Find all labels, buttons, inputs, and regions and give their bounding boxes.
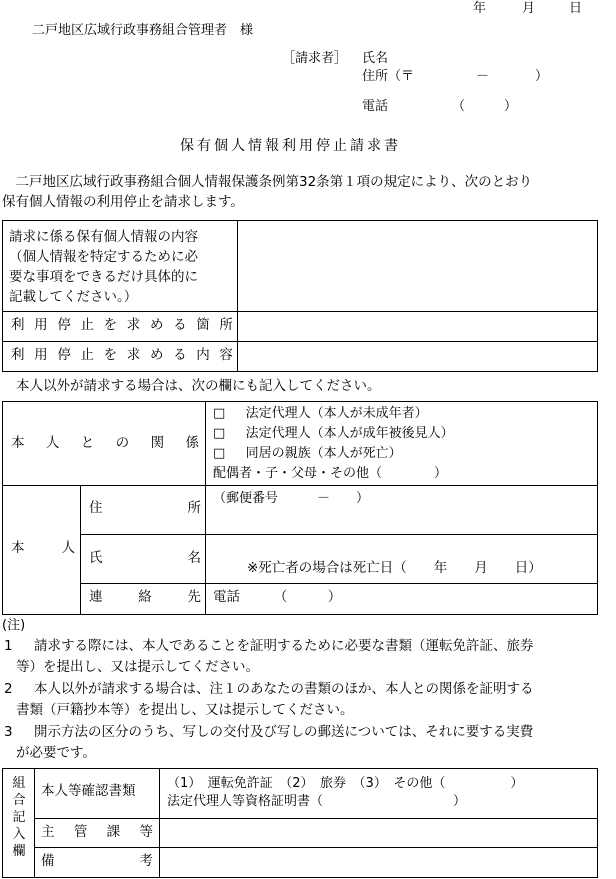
note-1-line-1: 請求する際には、本人であることを証明するために必要な書類（運転免許証、旅券 [34, 638, 534, 654]
note-3-line-1: 開示方法の区分のうち、写しの交付及び写しの郵送については、それに要する実費 [34, 724, 534, 740]
relation-option-minor[interactable]: □ 法定代理人（本人が未成年者） [213, 406, 428, 421]
relation-other[interactable]: 配偶者・子・父母・その他（ ） [213, 466, 448, 481]
intro-line-2: 保有個人情報の利用停止を請求します。 [2, 194, 244, 210]
id-docs-options[interactable] [167, 775, 595, 811]
note-number-2: 2 [4, 681, 13, 697]
requester-name-field[interactable] [392, 50, 592, 66]
person-contact-label: 連 絡 先 [89, 589, 201, 605]
proxy-note: 本人以外が請求する場合は、次の欄にも記入してください。 [16, 378, 381, 394]
person-name-field[interactable] [207, 536, 597, 582]
request-content-label: 請求に係る保有個人情報の内容 （個人情報を特定するために必 要な事項をできるだけ具体的に 記載してください。） [9, 229, 198, 305]
date-month: 月 [522, 1, 536, 16]
death-date-note: ※死亡者の場合は死亡日（ 年 月 日） [247, 560, 542, 576]
remarks-field[interactable] [161, 849, 597, 876]
note-number-1: 1 [4, 638, 13, 654]
stop-location-label: 利 用 停 止 を 求 め る 箇 所 [11, 317, 233, 333]
person-label: 本 人 [11, 540, 75, 556]
requester-label: ［請求者］ [282, 51, 348, 66]
checkbox-icon[interactable]: □ [213, 426, 226, 441]
id-docs-label: 本人等確認書類 [41, 783, 136, 799]
person-name-label: 氏 名 [89, 550, 201, 566]
id-docs-line-1[interactable]: （1） 運転免許証 （2） 旅券 （3） その他（ ） [167, 776, 524, 791]
checkbox-icon[interactable]: □ [213, 446, 226, 461]
intro-line-1: 二戸地区広域行政事務組合個人情報保護条例第32条第１項の規定により、次のとおり [2, 174, 533, 190]
note-2-line-2: 書類（戸籍抄本等）を提出し、又は提示してください。 [16, 702, 354, 718]
id-docs-line-2[interactable]: 法定代理人等資格証明書（ ） [167, 794, 467, 809]
relation-option-relative[interactable]: □ 同居の親族（本人が死亡） [213, 446, 402, 461]
addressee: 二戸地区広域行政事務組合管理者 様 [32, 23, 254, 38]
date-year: 年 [473, 1, 487, 16]
note-1-line-2: 等）を提出し、又は提示してください。 [16, 659, 259, 675]
office-use-side-label: 組 合 記 入 欄 [12, 776, 26, 859]
relation-option-guardian[interactable]: □ 法定代理人（本人が成年被後見人） [213, 426, 454, 441]
notes-heading: (注) [2, 618, 26, 633]
checkbox-icon[interactable]: □ [213, 406, 226, 421]
office-use-table [2, 768, 598, 878]
relation-label: 本 人 と の 関 係 [11, 435, 199, 451]
remarks-label: 備 考 [41, 853, 153, 869]
person-address-field[interactable]: （郵便番号 － ） [213, 491, 370, 506]
requester-name-label: 氏名 [362, 51, 389, 66]
note-3-line-2: が必要です。 [16, 745, 96, 761]
stop-content-field[interactable] [239, 343, 597, 370]
date-day: 日 [569, 1, 583, 16]
request-content-field[interactable] [239, 222, 597, 310]
dept-field[interactable] [161, 820, 597, 846]
requester-phone-close: ） [504, 99, 518, 114]
person-contact-field[interactable]: 電話 （ ） [213, 589, 342, 605]
stop-content-label: 利 用 停 止 を 求 め る 内 容 [11, 347, 233, 363]
relation-options [213, 404, 593, 484]
requester-phone-open: （ [452, 99, 466, 114]
document-title: 保有個人情報利用停止請求書 [180, 138, 401, 154]
requester-address-label: 住所（〒 [362, 69, 415, 84]
person-address-label: 住 所 [89, 500, 201, 516]
note-number-3: 3 [4, 724, 13, 740]
requester-postal-dash: － [476, 69, 490, 84]
requester-phone-label: 電話 [362, 99, 389, 114]
note-2-line-1: 本人以外が請求する場合は、注１のあなたの書類のほか、本人との関係を証明する [34, 681, 534, 697]
request-table [2, 220, 598, 372]
stop-location-field[interactable] [239, 313, 597, 340]
dept-label: 主 管 課 等 [41, 824, 153, 840]
proxy-table [2, 401, 598, 615]
requester-postal-close: ） [535, 69, 549, 84]
